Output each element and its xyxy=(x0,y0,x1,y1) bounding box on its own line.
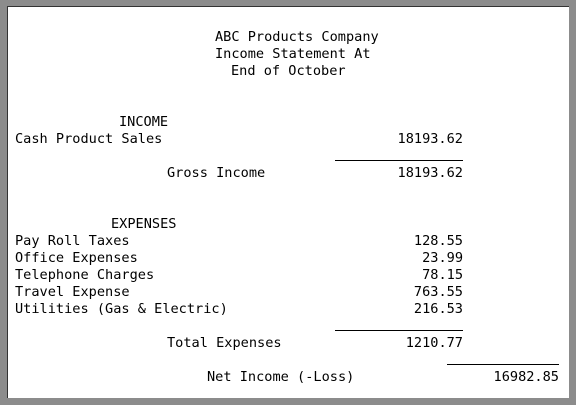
total-expenses-amount: 1210.77 xyxy=(405,335,463,351)
expense-item-label: Utilities (Gas & Electric) xyxy=(15,301,228,317)
expense-item-amount: 23.99 xyxy=(422,250,463,266)
expense-item-label: Telephone Charges xyxy=(15,267,155,283)
company-name: ABC Products Company xyxy=(215,29,379,45)
gross-income-amount: 18193.62 xyxy=(397,165,463,181)
expense-item-amount: 128.55 xyxy=(413,233,463,249)
expense-item-amount: 78.15 xyxy=(422,267,463,283)
income-item-amount: 18193.62 xyxy=(397,131,463,147)
gross-income-label: Gross Income xyxy=(167,165,266,181)
expenses-subtotal-rule xyxy=(335,330,463,331)
income-subtotal-rule xyxy=(335,160,463,161)
statement-title: Income Statement At xyxy=(215,46,371,62)
expense-item-label: Office Expenses xyxy=(15,250,138,266)
expense-item-amount: 763.55 xyxy=(413,284,463,300)
income-item-label: Cash Product Sales xyxy=(15,131,163,147)
expense-item-label: Pay Roll Taxes xyxy=(15,233,130,249)
expenses-heading: EXPENSES xyxy=(111,216,177,232)
expense-item-amount: 216.53 xyxy=(413,301,463,317)
net-income-rule xyxy=(447,364,559,365)
total-expenses-label: Total Expenses xyxy=(167,335,282,351)
expense-item-label: Travel Expense xyxy=(15,284,130,300)
net-income-amount: 16982.85 xyxy=(493,369,559,385)
net-income-label: Net Income (-Loss) xyxy=(207,369,355,385)
income-heading: INCOME xyxy=(119,114,169,130)
statement-period: End of October xyxy=(231,63,346,79)
